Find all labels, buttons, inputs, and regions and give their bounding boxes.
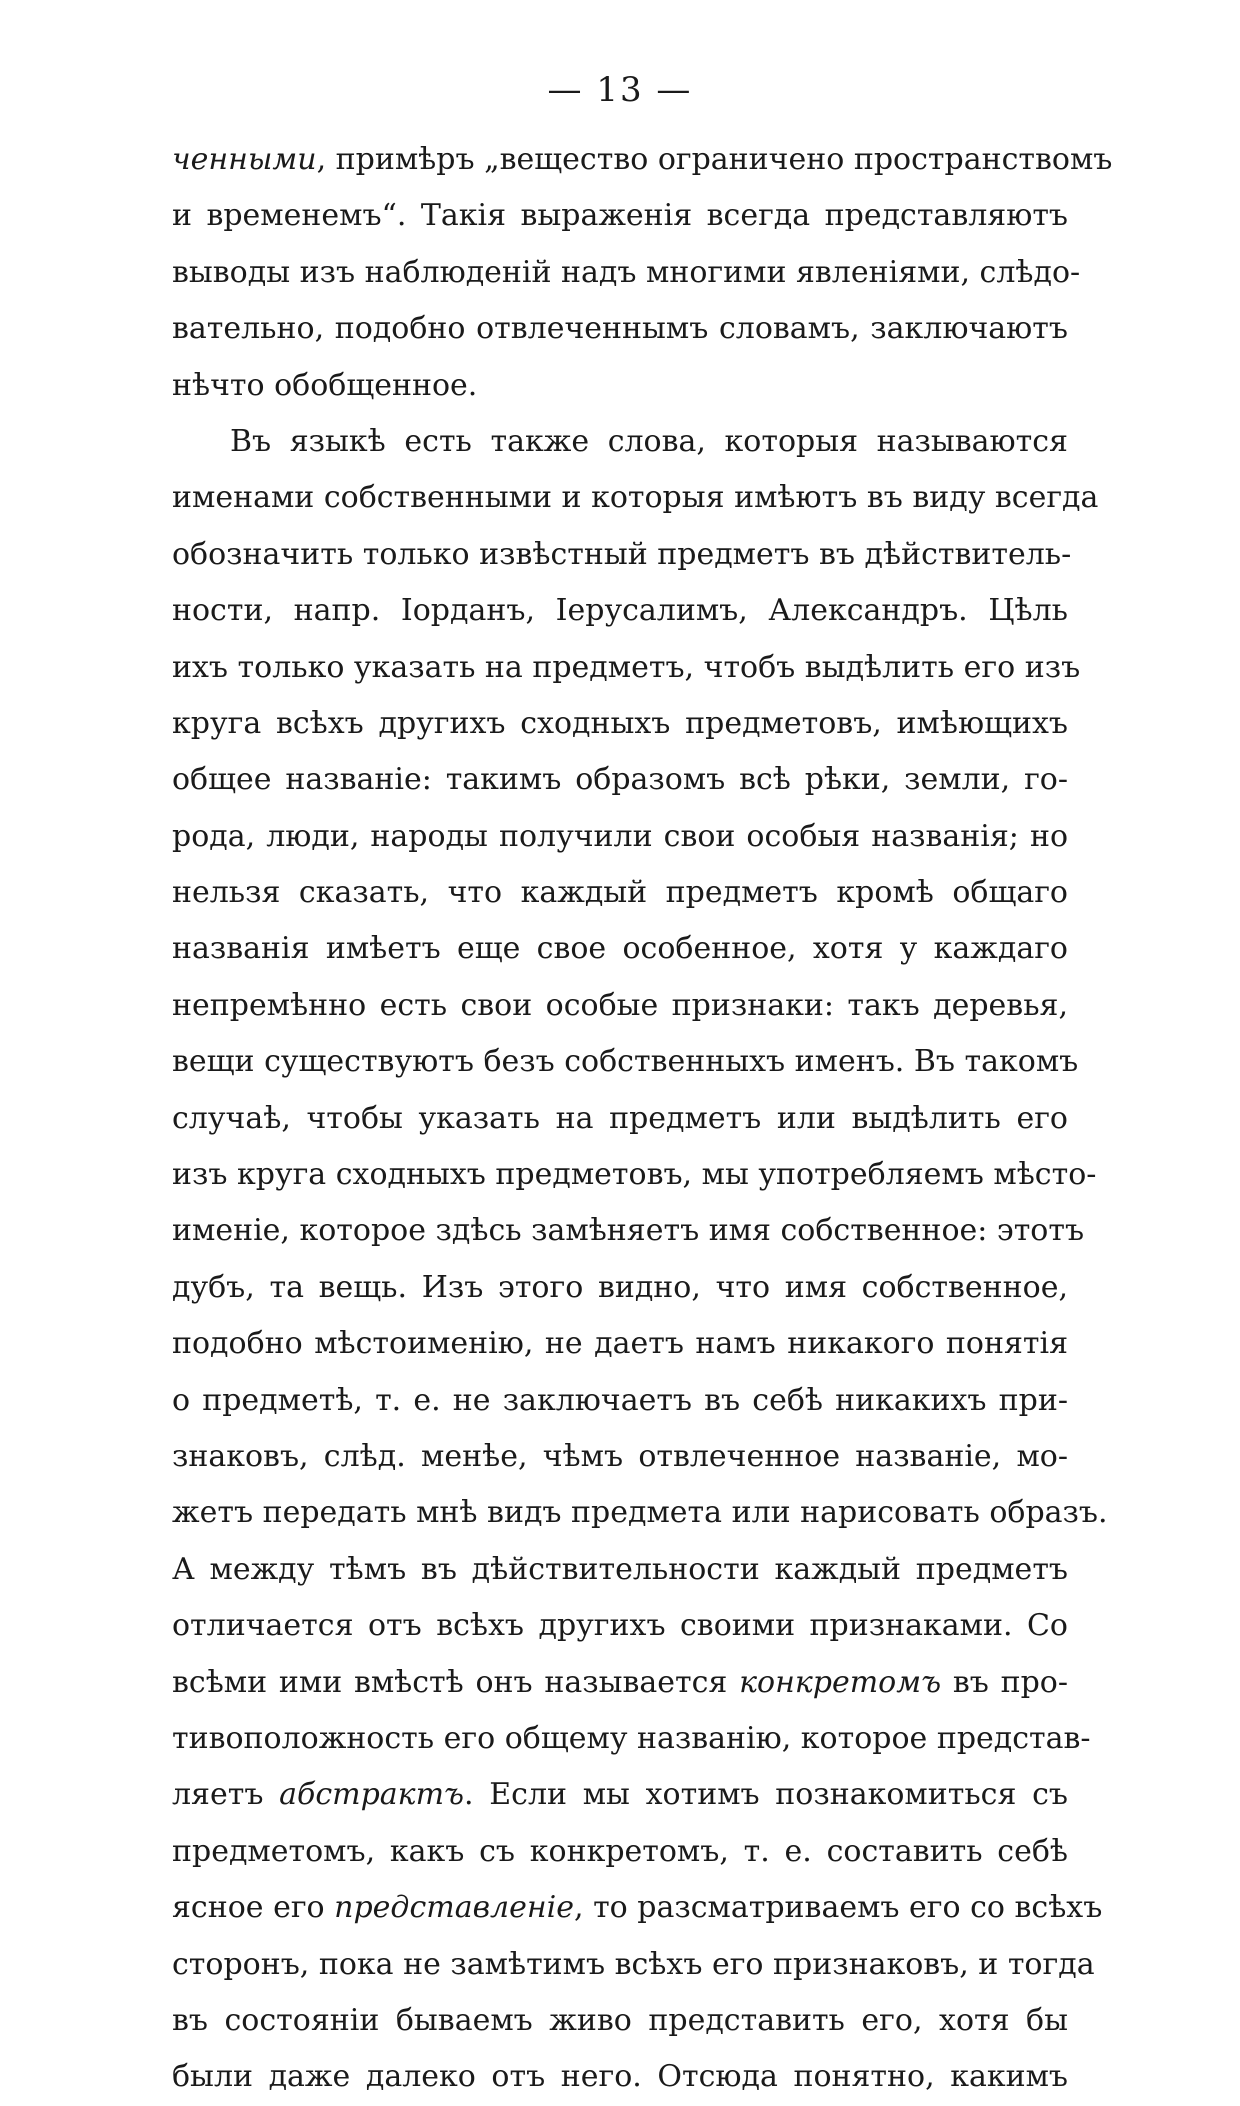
text-line: обозначить только извѣстный предметъ въ дѣйствитель- (172, 536, 1072, 572)
text-line: названія имѣетъ еще свое особенное, хотя у каждаго (172, 931, 1068, 967)
text-line: о предметѣ, т. е. не заключаетъ въ себѣ никакихъ при- (172, 1382, 1068, 1418)
text-line: вещи существуютъ безъ собственныхъ именъ. Въ такомъ (172, 1044, 1079, 1080)
text-line: именами собственными и которыя имѣютъ въ виду всегда (172, 480, 1099, 516)
body-text (172, 132, 1113, 2106)
text-line: круга всѣхъ другихъ сходныхъ предметовъ, имѣющихъ (172, 705, 1068, 741)
text-line: А между тѣмъ въ дѣйствительности каждый предметъ (172, 1551, 1068, 1587)
text-line: были даже далеко отъ него. Отсюда понятно, какимъ (172, 2059, 1068, 2095)
text-line: предметомъ, какъ съ конкретомъ, т. е. составить себѣ (172, 1833, 1068, 1869)
text-line: нѣчто обобщенное. (172, 367, 478, 403)
text-line: подобно мѣстоименію, не даетъ намъ никакого понятія (172, 1326, 1068, 1362)
text-line: вательно, подобно отвлеченнымъ словамъ, заключаютъ (172, 311, 1068, 347)
text-line: непремѣнно есть свои особые признаки: такъ деревья, (172, 987, 1068, 1023)
text-line: дубъ, та вещь. Изъ этого видно, что имя собственное, (172, 1269, 1068, 1305)
text-line: именіе, которое здѣсь замѣняетъ имя собственное: этотъ (172, 1213, 1085, 1249)
text-line: случаѣ, чтобы указать на предметъ или выдѣлить его (172, 1100, 1068, 1136)
text-line: въ состояніи бываемъ живо представить его, хотя бы (172, 2002, 1068, 2038)
text-line: ченными, примѣръ „вещество ограничено пространствомъ (172, 142, 1113, 177)
text-line: жетъ передать мнѣ видъ предмета или нарисовать образъ. (172, 1495, 1108, 1531)
text-line: и временемъ“. Такія выраженія всегда представляютъ (172, 198, 1068, 234)
text-line: ности, напр. Іорданъ, Іерусалимъ, Александръ. Цѣль (172, 593, 1068, 629)
text-line: общее названіе: такимъ образомъ всѣ рѣки, земли, го- (172, 762, 1068, 798)
text-line: ляетъ абстрактъ. Если мы хотимъ познакомиться съ (172, 1777, 1068, 1813)
paragraph-start-line: Въ языкѣ есть также слова, которыя называются (230, 423, 1068, 459)
page-number: — 13 — (547, 70, 693, 110)
text-line: всѣми ими вмѣстѣ онъ называется конкретомъ въ про- (172, 1664, 1068, 1700)
text-line: ихъ только указать на предметъ, чтобъ выдѣлить его изъ (172, 649, 1081, 685)
text-line: рода, люди, народы получили свои особыя названія; но (172, 818, 1068, 854)
text-line: тивоположность его общему названію, которое представ- (172, 1720, 1091, 1756)
text-line: выводы изъ наблюденій надъ многими явленіями, слѣдо- (172, 254, 1081, 290)
text-line: изъ круга сходныхъ предметовъ, мы употребляемъ мѣсто- (172, 1157, 1097, 1193)
text-line: нельзя сказать, что каждый предметъ кромѣ общаго (172, 875, 1068, 911)
text-line: знаковъ, слѣд. менѣе, чѣмъ отвлеченное названіе, мо- (172, 1438, 1068, 1474)
text-line: сторонъ, пока не замѣтимъ всѣхъ его признаковъ, и тогда (172, 1946, 1095, 1982)
text-line: ясное его представленіе, то разсматриваемъ его со всѣхъ (172, 1890, 1103, 1926)
text-line: отличается отъ всѣхъ другихъ своими признаками. Со (172, 1608, 1068, 1644)
